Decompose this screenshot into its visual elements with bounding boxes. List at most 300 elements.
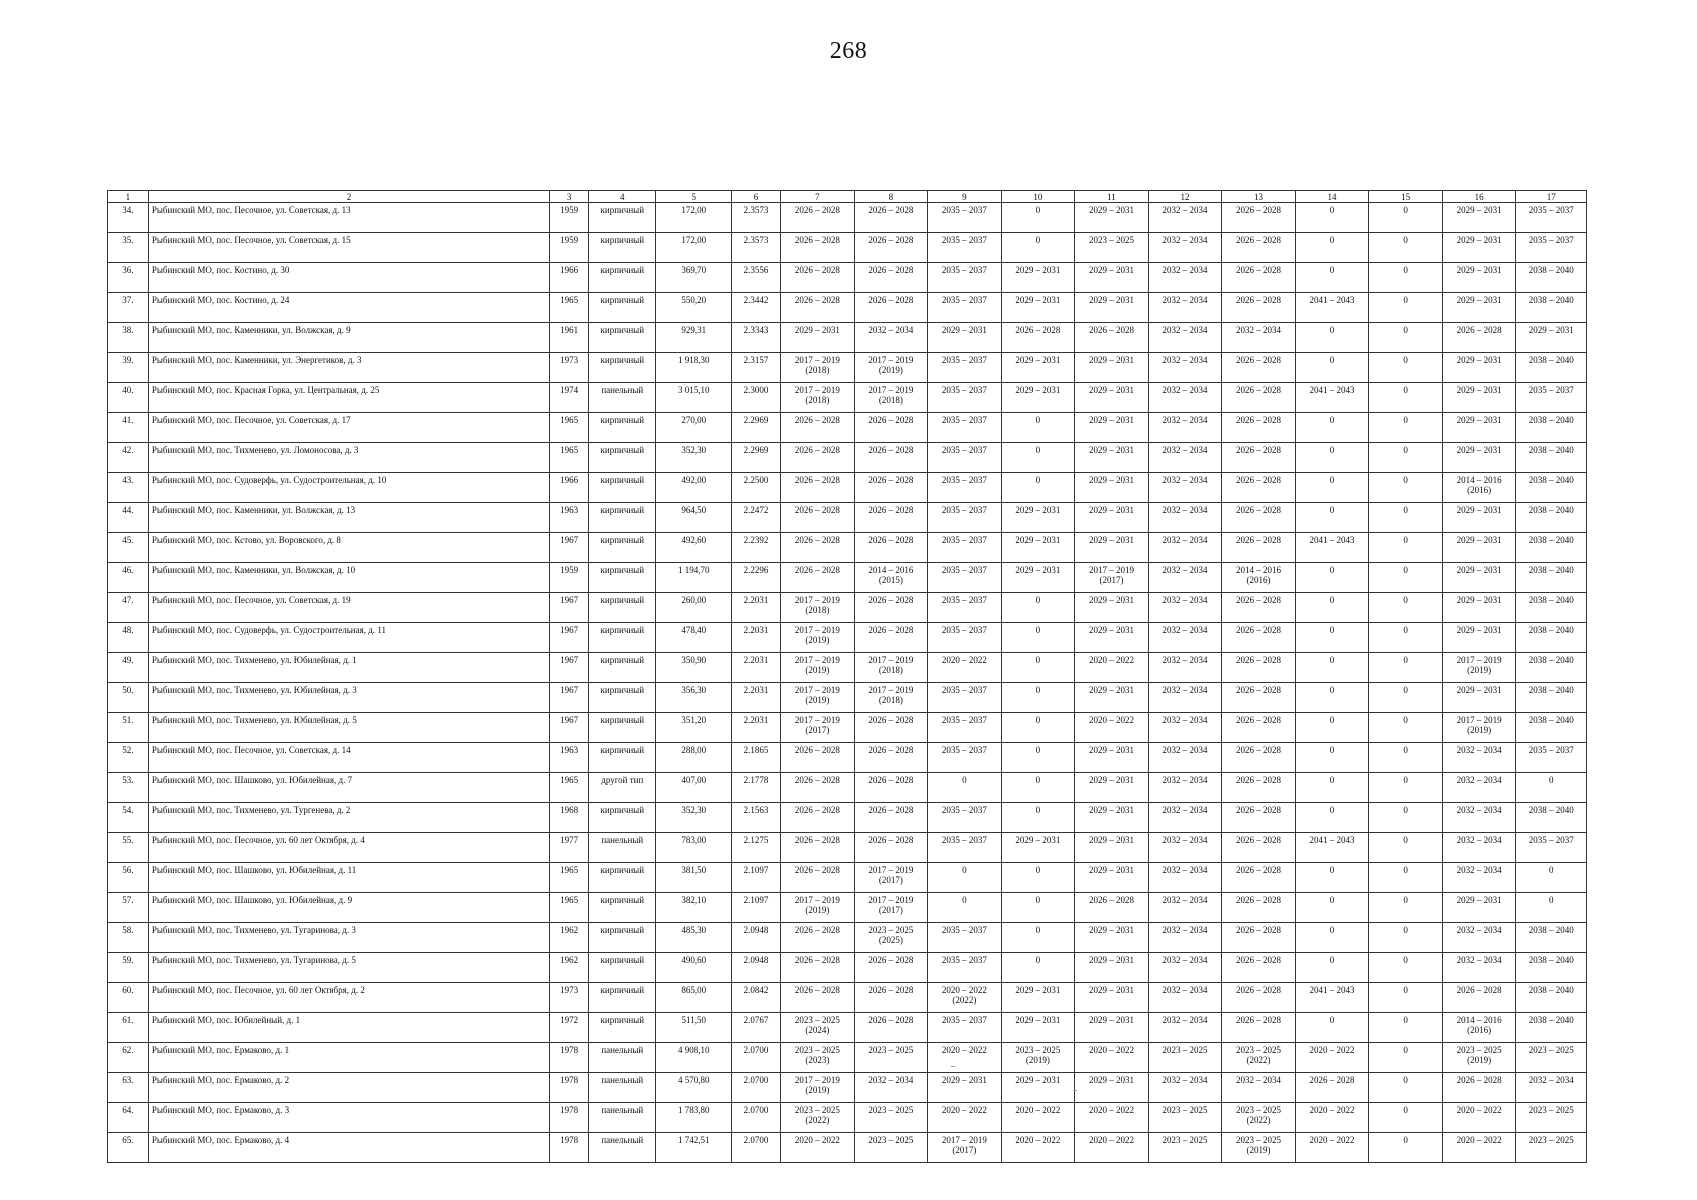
table-cell: 2029 – 2031 [1442,203,1516,233]
planned-year-text: (2019) [1467,665,1492,675]
table-cell: Рыбинский МО, пос. Ермаково, д. 1 [148,1043,549,1073]
table-cell: 2026 – 2028 [854,203,928,233]
table-cell: 2020 – 2022 [1075,1043,1149,1073]
column-number-cell: 10 [1001,191,1075,203]
table-cell: 2026 – 2028 [1442,983,1516,1013]
table-cell: 2029 – 2031 [1075,863,1149,893]
period-text: 2017 – 2019 [794,685,840,695]
table-cell: 1963 [550,743,589,773]
table-cell: 2029 – 2031 [1075,503,1149,533]
table-cell: 1965 [550,773,589,803]
table-cell: 2029 – 2031 [1001,293,1075,323]
table-cell: 783,00 [656,833,732,863]
table-cell: Рыбинский МО, пос. Тихменево, ул. Тугаринова, д. 3 [148,923,549,953]
table-cell-with-year [928,1133,1002,1163]
period-text: 2017 – 2019 [868,895,914,905]
table-cell: 2026 – 2028 [854,233,928,263]
table-cell: 492,00 [656,473,732,503]
table-cell: 2026 – 2028 [1001,323,1075,353]
table-cell: 0 [1001,653,1075,683]
table-cell: 2.0767 [732,1013,781,1043]
table-cell: 2026 – 2028 [781,953,855,983]
table-cell: 2026 – 2028 [1442,1073,1516,1103]
table-cell: кирпичный [589,503,656,533]
table-cell: 2029 – 2031 [1075,773,1149,803]
table-cell: 38. [108,323,149,353]
table-cell: 2035 – 2037 [928,293,1002,323]
table-cell: 2.1865 [732,743,781,773]
table-cell: панельный [589,1073,656,1103]
table-cell: 2026 – 2028 [1222,473,1296,503]
table-cell: 2026 – 2028 [781,413,855,443]
table-cell: 2026 – 2028 [1222,383,1296,413]
table-cell: 2.0948 [732,923,781,953]
table-cell: кирпичный [589,293,656,323]
table-row [108,533,1587,563]
housing-schedule-table [107,190,1587,1163]
table-cell: 2023 – 2025 [854,1133,928,1163]
table-cell: кирпичный [589,803,656,833]
table-row [108,743,1587,773]
table-row [108,473,1587,503]
table-cell: 2026 – 2028 [854,593,928,623]
table-cell: 2032 – 2034 [1148,383,1222,413]
table-cell: 65. [108,1133,149,1163]
table-cell: 1963 [550,503,589,533]
table-cell: 0 [1001,923,1075,953]
table-cell: 2038 – 2040 [1516,1013,1587,1043]
table-cell: 2029 – 2031 [1075,443,1149,473]
column-number-cell: 13 [1222,191,1296,203]
table-cell: 2029 – 2031 [1075,743,1149,773]
table-cell: 2041 – 2043 [1295,533,1369,563]
table-cell: 55. [108,833,149,863]
table-cell: 2026 – 2028 [781,743,855,773]
table-cell: 2038 – 2040 [1516,653,1587,683]
table-cell: 2.2500 [732,473,781,503]
table-row [108,833,1587,863]
table-cell: Рыбинский МО, пос. Шашково, ул. Юбилейная, д. 11 [148,863,549,893]
table-cell: 350,90 [656,653,732,683]
table-cell: 2035 – 2037 [1516,203,1587,233]
table-cell: 2026 – 2028 [781,443,855,473]
table-cell: 2035 – 2037 [928,563,1002,593]
table-cell: 2.0700 [732,1043,781,1073]
column-number-cell: 6 [732,191,781,203]
table-cell: 0 [1369,1013,1443,1043]
table-cell: 0 [1369,953,1443,983]
table-cell: 2032 – 2034 [1148,863,1222,893]
table-cell-with-year [781,1073,855,1103]
table-cell: кирпичный [589,533,656,563]
table-cell: 2032 – 2034 [1148,503,1222,533]
table-cell-with-year [1222,1103,1296,1133]
table-cell-with-year [1442,473,1516,503]
table-cell: 2026 – 2028 [854,953,928,983]
table-cell: 2.2031 [732,623,781,653]
table-row [108,653,1587,683]
table-cell: 0 [1369,563,1443,593]
table-cell: 0 [1369,413,1443,443]
table-row [108,713,1587,743]
table-cell: 2020 – 2022 [1295,1043,1369,1073]
table-cell: 2038 – 2040 [1516,953,1587,983]
table-cell: 2041 – 2043 [1295,833,1369,863]
table-cell: 0 [1369,623,1443,653]
table-cell: 0 [1001,413,1075,443]
table-cell: 2026 – 2028 [1222,683,1296,713]
table-cell: 2029 – 2031 [1442,263,1516,293]
table-cell: 2032 – 2034 [1148,623,1222,653]
table-cell: 1967 [550,713,589,743]
table-cell: 2029 – 2031 [1075,203,1149,233]
table-cell: 2032 – 2034 [1148,893,1222,923]
table-cell-with-year [1075,563,1149,593]
table-cell: Рыбинский МО, пос. Песочное, ул. Советская, д. 17 [148,413,549,443]
table-cell: 1967 [550,623,589,653]
table-cell: Рыбинский МО, пос. Шашково, ул. Юбилейная, д. 9 [148,893,549,923]
table-cell: Рыбинский МО, пос. Судоверфь, ул. Судостроительная, д. 10 [148,473,549,503]
table-cell: 2029 – 2031 [1442,353,1516,383]
planned-year-text: (2017) [878,905,903,915]
table-cell: 2.2392 [732,533,781,563]
table-cell: 2.2031 [732,713,781,743]
table-cell: 0 [1369,833,1443,863]
table-cell: 4 908,10 [656,1043,732,1073]
table-cell: 2029 – 2031 [1075,983,1149,1013]
table-cell-with-year [781,1013,855,1043]
table-cell: 2.3442 [732,293,781,323]
table-cell: 2032 – 2034 [1148,353,1222,383]
table-cell: 2026 – 2028 [781,863,855,893]
table-cell: 2029 – 2031 [1001,1013,1075,1043]
period-text: 2017 – 2019 [794,715,840,725]
table-cell: кирпичный [589,473,656,503]
table-cell: 2020 – 2022 [928,1103,1002,1133]
column-number-cell: 1 [108,191,149,203]
table-cell: панельный [589,1103,656,1133]
table-cell: 2020 – 2022 [928,653,1002,683]
table-cell: 1962 [550,923,589,953]
table-cell: 2032 – 2034 [1148,263,1222,293]
table-cell: 2032 – 2034 [1148,533,1222,563]
table-cell: 2.0948 [732,953,781,983]
table-cell: 1959 [550,203,589,233]
table-cell: 2026 – 2028 [854,443,928,473]
table-cell: 4 570,80 [656,1073,732,1103]
planned-year-text: (2016) [1467,485,1492,495]
table-row [108,293,1587,323]
table-cell: 2023 – 2025 [1516,1133,1587,1163]
table-cell: 0 [1295,623,1369,653]
table-cell: 41. [108,413,149,443]
table-cell: 2026 – 2028 [781,203,855,233]
column-number-row [108,191,1587,203]
table-cell: 2041 – 2043 [1295,293,1369,323]
column-number-cell: 11 [1075,191,1149,203]
table-cell-with-year [1222,1133,1296,1163]
table-cell: 2023 – 2025 [1148,1043,1222,1073]
table-cell: 2026 – 2028 [1222,533,1296,563]
table-cell: Рыбинский МО, пос. Каменники, ул. Волжская, д. 9 [148,323,549,353]
table-cell-with-year [781,623,855,653]
period-text: 2023 – 2025 [794,1105,840,1115]
table-cell: 0 [1369,1133,1443,1163]
planned-year-text: (2017) [1099,575,1124,585]
table-cell: 2029 – 2031 [1075,593,1149,623]
table-cell: 0 [1369,263,1443,293]
table-cell: другой тип [589,773,656,803]
table-cell: 2026 – 2028 [1222,413,1296,443]
scan-mark [951,1066,955,1067]
table-cell: кирпичный [589,683,656,713]
table-cell: 2032 – 2034 [1516,1073,1587,1103]
table-cell: 34. [108,203,149,233]
table-cell: 2032 – 2034 [1148,443,1222,473]
period-text: 2017 – 2019 [868,385,914,395]
table-cell: 2032 – 2034 [1148,1013,1222,1043]
table-cell: Рыбинский МО, пос. Костино, д. 24 [148,293,549,323]
table-cell: Рыбинский МО, пос. Юбилейный, д. 1 [148,1013,549,1043]
table-cell: 43. [108,473,149,503]
table-cell: 3 015,10 [656,383,732,413]
table-cell: 2029 – 2031 [1442,503,1516,533]
table-cell: 2.3556 [732,263,781,293]
table-cell: 46. [108,563,149,593]
table-cell: 2029 – 2031 [1001,353,1075,383]
table-cell-with-year [854,923,928,953]
table-cell: 2.3157 [732,353,781,383]
period-text: 2017 – 2019 [794,385,840,395]
planned-year-text: (2016) [1467,1025,1492,1035]
table-cell: 1 742,51 [656,1133,732,1163]
table-cell-with-year [1442,713,1516,743]
table-cell: Рыбинский МО, пос. Песочное, ул. Советская, д. 14 [148,743,549,773]
table-cell: 2026 – 2028 [781,983,855,1013]
table-cell: 2032 – 2034 [1148,803,1222,833]
table-cell: 2029 – 2031 [1075,683,1149,713]
table-cell: Рыбинский МО, пос. Песочное, ул. Советская, д. 13 [148,203,549,233]
table-row [108,503,1587,533]
table-cell: 2020 – 2022 [928,1043,1002,1073]
column-number-cell: 9 [928,191,1002,203]
table-cell: 0 [1369,863,1443,893]
page-number: 268 [829,38,868,64]
table-cell: 35. [108,233,149,263]
table-cell-with-year [854,353,928,383]
table-cell: 0 [1295,893,1369,923]
table-cell: 270,00 [656,413,732,443]
table-cell: 2026 – 2028 [781,533,855,563]
table-cell: 0 [1295,263,1369,293]
table-row [108,383,1587,413]
table-cell: 2026 – 2028 [1222,953,1296,983]
table-cell: 2032 – 2034 [1148,593,1222,623]
table-cell: 2020 – 2022 [1442,1133,1516,1163]
table-cell: Рыбинский МО, пос. Тихменево, ул. Юбилейная, д. 5 [148,713,549,743]
table-cell: 2023 – 2025 [854,1103,928,1133]
column-number-cell: 4 [589,191,656,203]
table-cell: панельный [589,1043,656,1073]
table-cell: 2041 – 2043 [1295,383,1369,413]
table-cell: 2026 – 2028 [781,773,855,803]
table-cell: 2026 – 2028 [781,503,855,533]
table-cell: 0 [1369,1043,1443,1073]
table-cell: 2.1275 [732,833,781,863]
table-cell: 1967 [550,533,589,563]
table-cell: 2035 – 2037 [928,233,1002,263]
table-cell: кирпичный [589,653,656,683]
table-cell: 0 [1369,233,1443,263]
column-number-cell: 17 [1516,191,1587,203]
table-cell: 63. [108,1073,149,1103]
table-cell: 58. [108,923,149,953]
table-row [108,563,1587,593]
period-text: 2017 – 2019 [794,895,840,905]
table-cell: 2032 – 2034 [1222,323,1296,353]
table-cell: кирпичный [589,563,656,593]
table-row [108,683,1587,713]
table-cell: 2.2296 [732,563,781,593]
table-cell: 2026 – 2028 [1222,923,1296,953]
table-cell: 2032 – 2034 [1148,473,1222,503]
table-cell: кирпичный [589,203,656,233]
table-cell: 2035 – 2037 [928,533,1002,563]
period-text: 2017 – 2019 [794,1075,840,1085]
table-cell: 2026 – 2028 [854,503,928,533]
table-cell: 2.2969 [732,443,781,473]
table-cell: 0 [1369,983,1443,1013]
table-cell: 2026 – 2028 [1295,1073,1369,1103]
table-cell: 2035 – 2037 [928,413,1002,443]
table-cell: 2020 – 2022 [1001,1133,1075,1163]
table-cell: 2026 – 2028 [1222,833,1296,863]
table-cell: 2026 – 2028 [1222,203,1296,233]
table-cell: 1967 [550,593,589,623]
planned-year-text: (2024) [805,1025,830,1035]
table-cell: 2026 – 2028 [781,263,855,293]
period-text: 2014 – 2016 [1456,1015,1502,1025]
table-cell: 2029 – 2031 [1442,593,1516,623]
table-cell: 0 [928,773,1002,803]
period-text: 2020 – 2022 [941,985,987,995]
table-cell: 929,31 [656,323,732,353]
table-cell-with-year [781,683,855,713]
table-cell: 0 [1295,443,1369,473]
table-cell: 0 [1001,623,1075,653]
table-cell: 0 [1295,593,1369,623]
table-row [108,893,1587,923]
table-cell: 2029 – 2031 [1075,413,1149,443]
table-cell: 964,50 [656,503,732,533]
table-cell: 2029 – 2031 [1442,683,1516,713]
table-cell: 0 [1295,863,1369,893]
table-cell: 2026 – 2028 [1222,773,1296,803]
table-row [108,353,1587,383]
table-cell: 490,60 [656,953,732,983]
table-cell: 0 [1369,353,1443,383]
period-text: 2017 – 2019 [868,685,914,695]
table-cell: 2035 – 2037 [928,443,1002,473]
table-cell: 2029 – 2031 [1001,1073,1075,1103]
period-text: 2017 – 2019 [868,655,914,665]
table-cell: 2029 – 2031 [1075,353,1149,383]
period-text: 2023 – 2025 [794,1015,840,1025]
table-cell: 0 [1001,593,1075,623]
table-cell: Рыбинский МО, пос. Костино, д. 30 [148,263,549,293]
table-cell: 2026 – 2028 [1222,863,1296,893]
table-cell: 2032 – 2034 [1148,563,1222,593]
period-text: 2017 – 2019 [794,355,840,365]
table-cell: 2029 – 2031 [1001,263,1075,293]
table-cell: 0 [1001,953,1075,983]
table-cell: кирпичный [589,443,656,473]
table-cell: 2020 – 2022 [1075,1133,1149,1163]
table-cell: 172,00 [656,203,732,233]
table-row [108,263,1587,293]
planned-year-text: (2016) [1246,575,1271,585]
planned-year-text: (2019) [1467,1055,1492,1065]
table-cell: 0 [928,863,1002,893]
table-cell: 2032 – 2034 [1148,293,1222,323]
table-cell: 2026 – 2028 [1222,743,1296,773]
table-cell: 36. [108,263,149,293]
table-cell: 1966 [550,473,589,503]
table-cell: 2035 – 2037 [928,623,1002,653]
table-cell: 0 [1001,443,1075,473]
table-row [108,233,1587,263]
table-cell: 47. [108,593,149,623]
table-cell-with-year [781,1043,855,1073]
table-cell: 2032 – 2034 [1148,413,1222,443]
table-cell: 0 [1295,1013,1369,1043]
table-cell: 2029 – 2031 [1075,293,1149,323]
table-cell: 0 [1369,443,1443,473]
table-cell: 2032 – 2034 [1442,743,1516,773]
table-cell: 2026 – 2028 [1222,263,1296,293]
table-cell: кирпичный [589,1013,656,1043]
table-cell: 2026 – 2028 [1075,893,1149,923]
table-cell: 0 [1001,473,1075,503]
table-cell: 2032 – 2034 [1442,773,1516,803]
table-cell: 0 [1369,1073,1443,1103]
table-cell: 2029 – 2031 [1001,833,1075,863]
table-cell: 2035 – 2037 [928,383,1002,413]
table-cell: 2029 – 2031 [1075,473,1149,503]
table-cell: Рыбинский МО, пос. Судоверфь, ул. Судостроительная, д. 11 [148,623,549,653]
planned-year-text: (2018) [805,365,830,375]
table-cell: 2032 – 2034 [1148,653,1222,683]
table-cell: 1978 [550,1043,589,1073]
period-text: 2023 – 2025 [868,925,914,935]
table-cell: 2026 – 2028 [854,263,928,293]
table-cell: 0 [1369,893,1443,923]
table-cell: 2.2031 [732,593,781,623]
table-cell: 1962 [550,953,589,983]
table-row [108,593,1587,623]
table-cell: 0 [1001,743,1075,773]
table-cell: 1973 [550,353,589,383]
table-cell: 2038 – 2040 [1516,413,1587,443]
table-cell: 2026 – 2028 [1222,983,1296,1013]
table-cell: 2038 – 2040 [1516,593,1587,623]
table-cell: 351,20 [656,713,732,743]
table-cell: Рыбинский МО, пос. Тихменево, ул. Тургенева, д. 2 [148,803,549,833]
table-cell: 2023 – 2025 [1148,1133,1222,1163]
table-cell: 2023 – 2025 [1148,1103,1222,1133]
table-cell: 2029 – 2031 [1075,1073,1149,1103]
table-cell: 369,70 [656,263,732,293]
